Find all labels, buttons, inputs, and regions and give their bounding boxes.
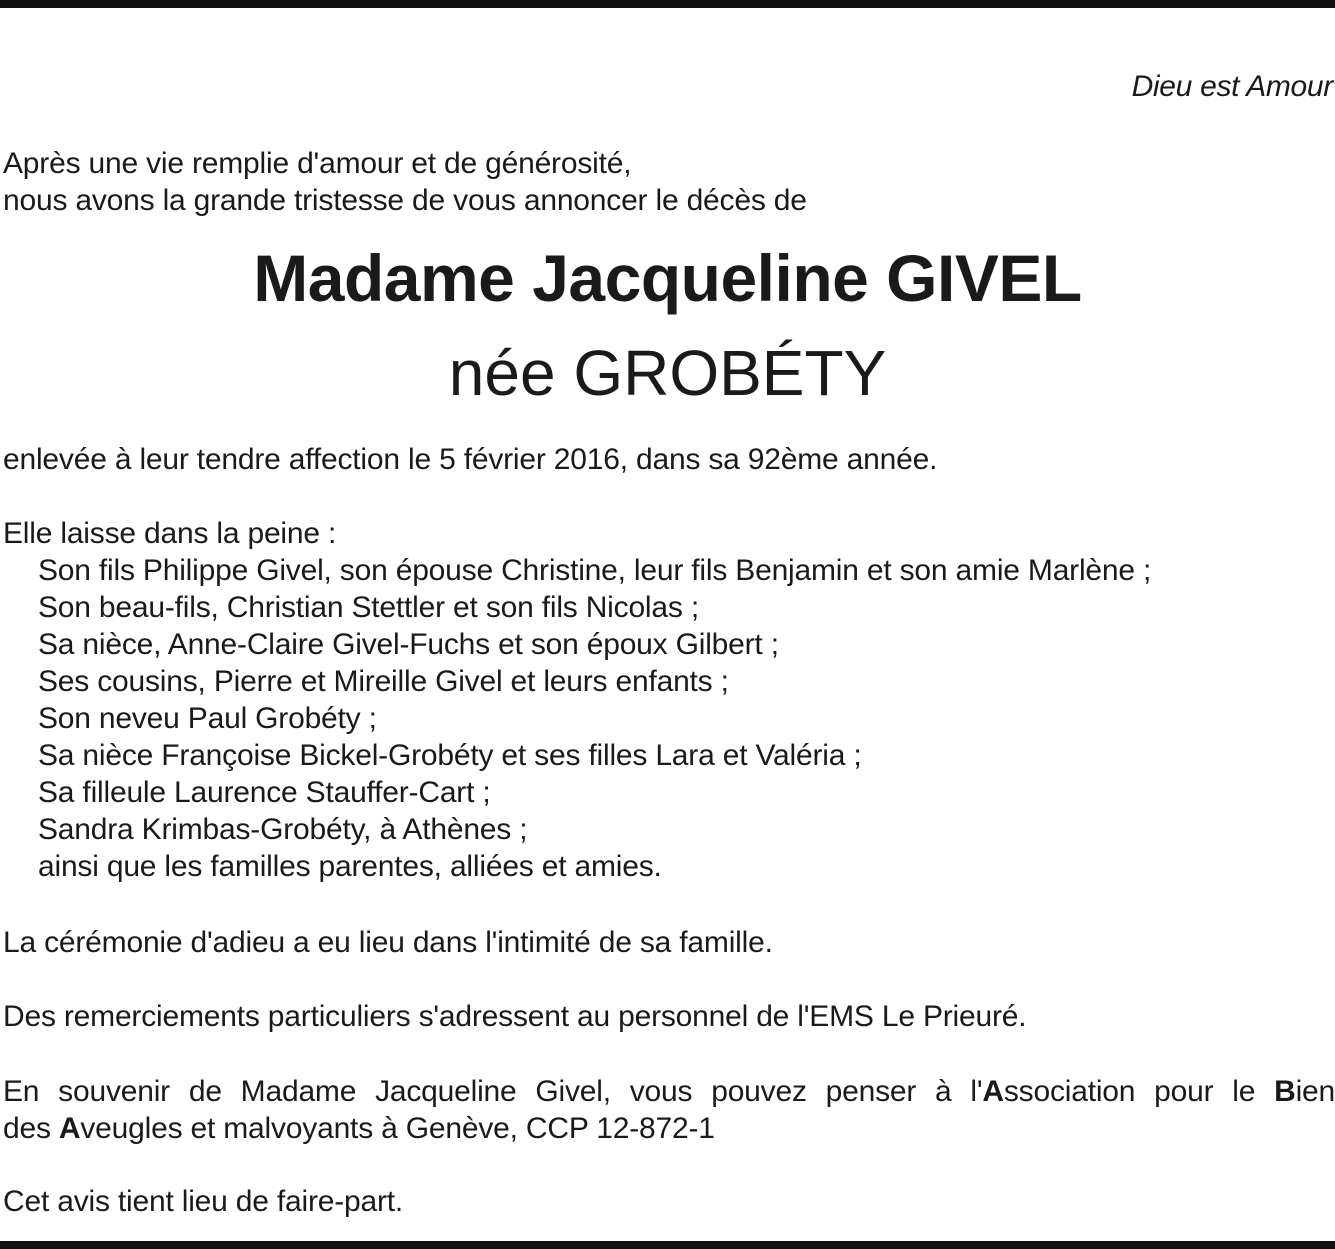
list-item: ainsi que les familles parentes, alliées et amies. bbox=[38, 850, 662, 883]
donation-text: veugles et malvoyants à Genève, CCP 12-872-1 bbox=[80, 1112, 715, 1145]
initial-a: A bbox=[982, 1075, 1004, 1108]
list-item: Son beau-fils, Christian Stettler et son fils Nicolas ; bbox=[38, 591, 699, 624]
motto: Dieu est Amour bbox=[1131, 70, 1333, 103]
bottom-border-rule bbox=[0, 1241, 1335, 1249]
intro-line-1: Après une vie remplie d'amour et de générosité, bbox=[3, 147, 632, 180]
donation-text: ssociation pour le bbox=[1003, 1075, 1275, 1108]
intro-line-2: nous avons la grande tristesse de vous annoncer le décès de bbox=[3, 184, 807, 217]
deceased-name: Madame Jacqueline GIVEL bbox=[253, 241, 1082, 315]
list-item: Sa nièce Françoise Bickel-Grobéty et ses filles Lara et Valéria ; bbox=[38, 739, 862, 772]
ceremony-paragraph: La cérémonie d'adieu a eu lieu dans l'intimité de sa famille. bbox=[3, 926, 773, 959]
donation-text: des bbox=[3, 1112, 59, 1145]
death-notice: enlevée à leur tendre affection le 5 février 2016, dans sa 92ème année. bbox=[3, 443, 938, 476]
survivors-heading: Elle laisse dans la peine : bbox=[3, 517, 337, 550]
list-item: Son fils Philippe Givel, son épouse Christine, leur fils Benjamin et son amie Marlène ; bbox=[38, 554, 1152, 587]
intro-paragraph bbox=[3, 145, 807, 219]
donation-text: En souvenir de Madame Jacqueline Givel, vous pouvez penser à l' bbox=[3, 1075, 983, 1108]
list-item: Sa nièce, Anne-Claire Givel-Fuchs et son époux Gilbert ; bbox=[38, 628, 779, 661]
initial-b: B bbox=[1274, 1075, 1296, 1108]
maiden-name: née GROBÉTY bbox=[448, 337, 887, 409]
donation-line-2 bbox=[3, 1110, 1335, 1147]
top-border-rule bbox=[0, 0, 1335, 8]
thanks-paragraph: Des remerciements particuliers s'adressent au personnel de l'EMS Le Prieuré. bbox=[3, 1000, 1027, 1033]
donation-text: ien bbox=[1295, 1075, 1335, 1108]
list-item: Sa filleule Laurence Stauffer-Cart ; bbox=[38, 776, 491, 809]
donation-line-1 bbox=[3, 1073, 1335, 1110]
list-item: Son neveu Paul Grobéty ; bbox=[38, 702, 377, 735]
donation-paragraph bbox=[3, 1073, 1335, 1147]
initial-a: A bbox=[58, 1112, 81, 1145]
survivors-list bbox=[38, 552, 1151, 885]
closing-note: Cet avis tient lieu de faire-part. bbox=[3, 1185, 404, 1218]
list-item: Sandra Krimbas-Grobéty, à Athènes ; bbox=[38, 813, 528, 846]
list-item: Ses cousins, Pierre et Mireille Givel et leurs enfants ; bbox=[38, 665, 729, 698]
